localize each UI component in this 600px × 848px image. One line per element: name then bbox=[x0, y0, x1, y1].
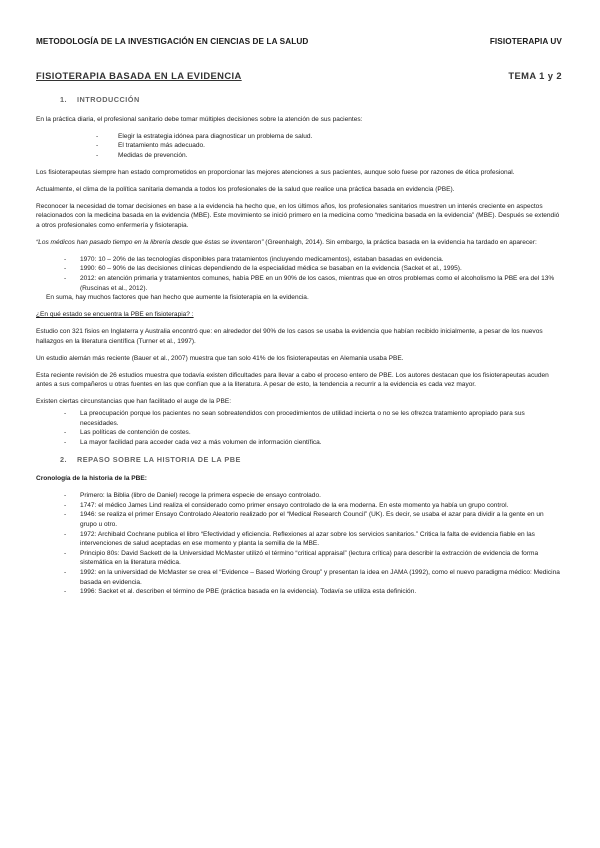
page-header bbox=[36, 37, 562, 46]
document-title-row bbox=[36, 70, 562, 81]
list-item: - Medidas de prevención. bbox=[96, 151, 562, 161]
paragraph: Un estudio alemán más reciente (Bauer et al., 2007) muestra que tan solo 41% de los fisioterapeutas en Alemania usaba PBE. bbox=[36, 354, 404, 362]
document-title: FISIOTERAPIA BASADA EN LA EVIDENCIA bbox=[36, 70, 242, 81]
list-item: - El tratamiento más adecuado. bbox=[96, 141, 562, 151]
section-heading-introduccion bbox=[60, 95, 562, 105]
list-item: - Primero: la Biblia (libro de Daniel) recoge la primera especie de ensayo controlado. bbox=[36, 491, 562, 501]
section-number: 1. bbox=[60, 95, 68, 104]
list-item: - 1747: el médico James Lind realiza el considerado como primer ensayo controlado de la era moderna. En este momento ya había un grupo control. bbox=[36, 501, 562, 511]
decisions-list bbox=[96, 132, 562, 161]
paragraph: Estudio con 321 fisios en Inglaterra y Australia encontró que: en alrededor del 90% de los casos se usaba la evidencia que habían recibido inicialmente, a pesar de los nuevos hallazgos en la literatura científica (Turner et al., 1997). bbox=[36, 328, 543, 345]
section-title: REPASO SOBRE LA HISTORIA DE LA PBE bbox=[77, 454, 241, 464]
summary-paragraph: En suma, hay muchos factores que han hecho que aumente la fisioterapia en la evidencia. bbox=[46, 294, 309, 302]
list-item: - 1970: 10 – 20% de las tecnologías disponibles para tratamientos (incluyendo medicamentos), estaban basadas en evidencia. bbox=[36, 255, 562, 265]
list-item: - Principio 80s: David Sackett de la Universidad McMaster utilizó el término “critical appraisal” (lectura crítica) para describir la extracción de evidencia de forma sistemática en la literatura médica. bbox=[36, 549, 562, 568]
paragraph: Actualmente, el clima de la política sanitaria demanda a todos los profesionales de la salud que realice una práctica basada en evidencia (PBE). bbox=[36, 185, 455, 193]
list-item: - 1992: en la universidad de McMaster se crea el “Evidence – Based Working Group” y presentan la idea en JAMA (1992), como el nuevo paradigma médico: Medicina basada en evidencia. bbox=[36, 568, 562, 587]
list-item: - 1990: 60 – 90% de las decisiones clínicas dependiendo de la especialidad médica se basaban en la evidencia (Sacket et al., 1995). bbox=[36, 264, 562, 274]
list-item: - Las políticas de contención de costes. bbox=[36, 428, 562, 438]
list-item: - La preocupación porque los pacientes no sean sobreatendidos con procedimientos de utilidad incierta o no se les ofrezca tratamiento apropiado para sus necesidades. bbox=[36, 409, 562, 428]
chronology-heading: Cronología de la historia de la PBE: bbox=[36, 475, 147, 483]
document-body bbox=[36, 95, 562, 604]
section-number: 2. bbox=[60, 454, 68, 464]
chronology-list bbox=[36, 491, 562, 597]
quote-paragraph bbox=[36, 238, 562, 248]
list-item: - 1946: se realiza el primer Ensayo Controlado Aleatorio realizado por el “Medical Research Council” (UK). Es decir, se usaba el azar para dividir a la gente en un grupo u otro. bbox=[36, 510, 562, 529]
list-item: - 2012: en atención primaria y tratamientos comunes, había PBE en un 90% de los casos, mientras que en otros problemas como el alcoholismo la PBE era del 13% (Ruscinas et al., 2012). bbox=[36, 274, 562, 293]
circumstances-list bbox=[36, 409, 562, 447]
quote-text: “Los médicos han pasado tiempo en la librería desde que éstas se inventaron” bbox=[36, 238, 264, 246]
paragraph: Reconocer la necesidad de tomar decisiones en base a la evidencia ha hecho que, en los últimos años, los profesionales sanitarios muestren un interés creciente en aspectos relacionados con la medicina basada en la evidencia (MBE). Este movimiento se inició primero en la medicina como “medicina basada en la evidencia” (MBE). Después se extendió a otros profesionales como enfermería y fisioterapia. bbox=[36, 202, 560, 229]
paragraph: Existen ciertas circunstancias que han facilitado el auge de la PBE: bbox=[36, 398, 232, 406]
section-title: INTRODUCCIÓN bbox=[77, 95, 140, 104]
intro-paragraph: En la práctica diaria, el profesional sanitario debe tomar múltiples decisiones sobre la atención de sus pacientes: bbox=[36, 115, 363, 123]
list-item: - La mayor facilidad para acceder cada vez a más volumen de información científica. bbox=[36, 438, 562, 448]
paragraph: Esta reciente revisión de 26 estudios muestra que todavía existen dificultades para llevar a cabo el proceso entero de PBE. Los autores destacan que los fisioterapeutas acuden antes a sus compañeros u otras fuentes en las que confían que a la literatura. A pesar de esto, la tendencia a recurrir a la evidencia es cada vez mayor. bbox=[36, 371, 549, 389]
list-item: - 1996: Sacket et al. describen el término de PBE (práctica basada en la evidencia). Todavía se utiliza esta definición. bbox=[36, 587, 562, 597]
header-degree-label: FISIOTERAPIA UV bbox=[489, 37, 562, 46]
list-item: - 1972: Archibald Cochrane publica el libro “Efectividad y eficiencia. Reflexiones al azar sobre los servicios sanitarios.” Critica la falta de evidencia fiable en las intervenciones de salud aceptadas en ese momento y planta la semilla de la MBE. bbox=[36, 530, 562, 549]
list-item: - Elegir la estrategia idónea para diagnosticar un problema de salud. bbox=[96, 132, 562, 142]
quote-continuation: (Greenhalgh, 2014). Sin embargo, la práctica basada en la evidencia ha tardado en aparecer: bbox=[263, 238, 537, 246]
header-course-title: METODOLOGÍA DE LA INVESTIGACIÓN EN CIENCIAS DE LA SALUD bbox=[36, 37, 309, 46]
timeline-list bbox=[36, 255, 562, 293]
paragraph: Los fisioterapeutas siempre han estado comprometidos en proporcionar las mejores atenciones a sus pacientes, aunque solo fuese por razones de ética profesional. bbox=[36, 168, 515, 176]
topic-label: TEMA 1 y 2 bbox=[508, 70, 562, 81]
section-heading-historia bbox=[60, 455, 562, 465]
question-heading: ¿En qué estado se encuentra la PBE en fisioterapia? : bbox=[36, 311, 194, 319]
